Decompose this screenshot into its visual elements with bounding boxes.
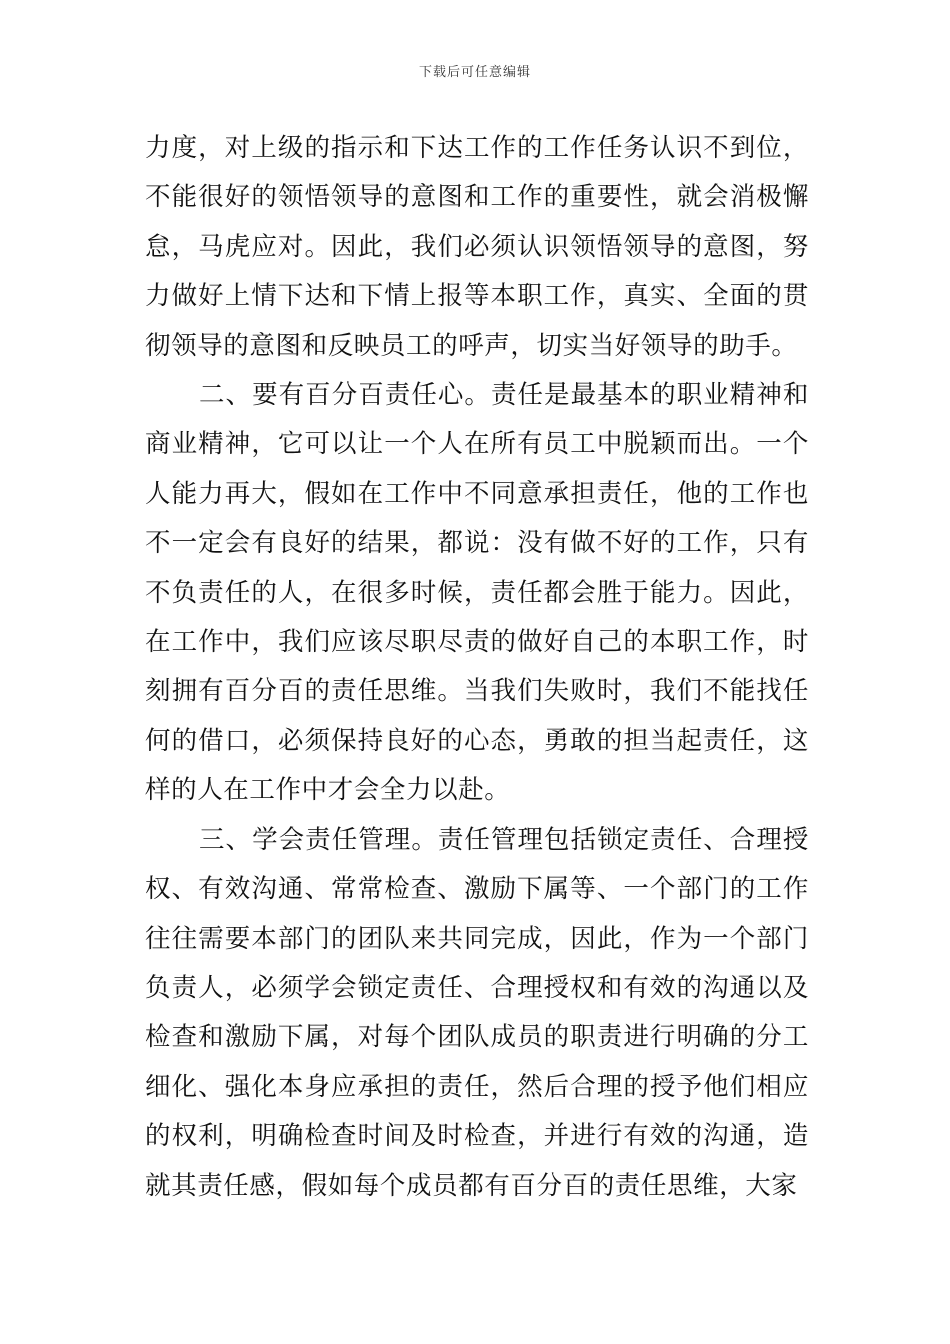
paragraph-responsibility-management: 三、学会责任管理。责任管理包括锁定责任、合理授权、有效沟通、常常检查、激励下属等、一个部门的工作往往需要本部门的团队来共同完成，因此，作为一个部门负责人，必须学会锁定责任、合理授权和有效的沟通以及检查和激励下属，对每个团队成员的职责进行明确的分工细化、强化本身应承担的责任，然后合理的授予他们相应的权利，明确检查时间及时检查，并进行有效的沟通，造就其责任感，假如每个成员都有百分百的责任思维，大家 — [145, 824, 809, 1201]
document-body — [145, 124, 809, 1211]
page-header: 下载后可任意编辑 — [418, 65, 531, 80]
paragraph-responsibility: 二、要有百分百责任心。责任是最基本的职业精神和商业精神，它可以让一个人在所有员工中脱颖而出。一个人能力再大，假如在工作中不同意承担责任，他的工作也不一定会有良好的结果，都说：没有做不好的工作，只有不负责任的人，在很多时候，责任都会胜于能力。因此，在工作中，我们应该尽职尽责的做好自己的本职工作，时刻拥有百分百的责任思维。当我们失败时，我们不能找任何的借口，必须保持良好的心态，勇敢的担当起责任，这样的人在工作中才会全力以赴。 — [145, 380, 809, 806]
paragraph-continued: 力度，对上级的指示和下达工作的工作任务认识不到位，不能很好的领悟领导的意图和工作的重要性，就会消极懈怠，马虎应对。因此，我们必须认识领悟领导的意图，努力做好上情下达和下情上报等本职工作，真实、全面的贯彻领导的意图和反映员工的呼声，切实当好领导的助手。 — [145, 133, 809, 361]
